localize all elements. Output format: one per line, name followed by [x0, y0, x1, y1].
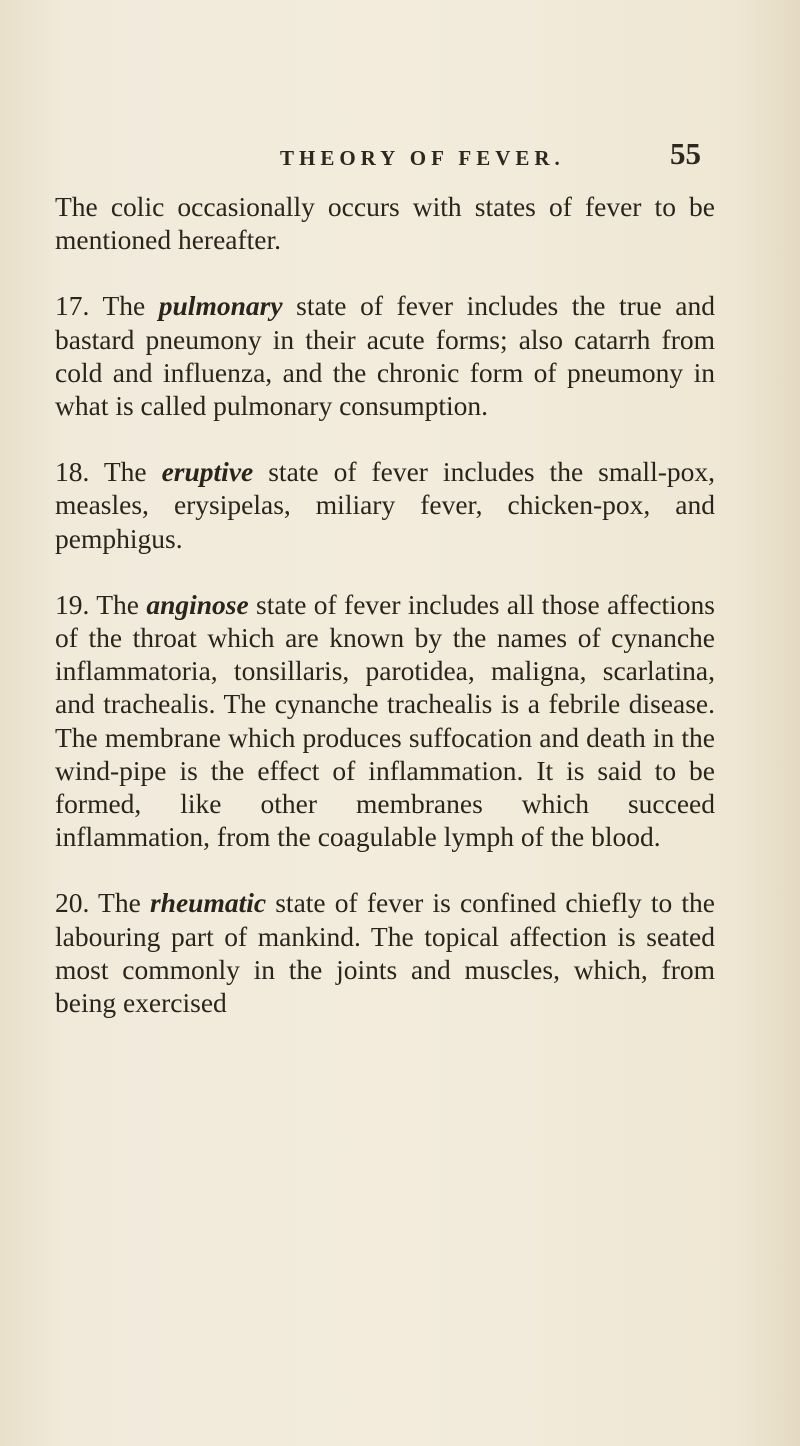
- paragraph-term: eruptive: [161, 456, 254, 488]
- paragraph-term: rheumatic: [149, 887, 267, 919]
- paragraph-text: state of fever is confined chiefly to the labouring part of mankind. The topical affection is seated most commonly in the joints and muscles, which, from being exercised: [55, 887, 715, 1019]
- paragraph-text: state of fever includes the true and bastard pneumony in their acute forms; also catarrh from cold and influenza, and the chronic form of pneumony in what is called pulmonary consumption.: [55, 290, 715, 422]
- paragraph-19-anginose: [55, 588, 715, 854]
- paragraph-text: state of fever includes all those affections of the throat which are known by the names of cynanche inflammatoria, tonsillaris, parotidea, maligna, scarlatina, and trachealis. The cynanche trachealis is a febrile disease. The membrane which produces suffocation and death in the wind-pipe is the effect of inflammation. It is said to be formed, like other membranes which succeed inflammation, from the coagulable lymph of the blood.: [55, 588, 715, 853]
- paragraph-text: The colic occasionally occurs with states of fever to be mentioned hereafter.: [55, 191, 715, 256]
- paragraph-lead: The: [89, 588, 147, 620]
- paragraph-number: 20.: [55, 887, 90, 919]
- paragraph-term: anginose: [146, 588, 249, 620]
- paragraph-17-pulmonary: [55, 289, 715, 422]
- page-header: [0, 136, 800, 186]
- paragraph-text: state of fever includes the small-pox, measles, erysipelas, miliary fever, chicken-pox, and pemphigus.: [55, 456, 715, 554]
- paragraph-18-eruptive: [55, 455, 715, 555]
- paragraph-20-rheumatic: [55, 886, 715, 1019]
- paragraph-lead: The: [89, 456, 162, 488]
- paragraph-term: pulmonary: [158, 290, 283, 322]
- running-head: THEORY OF FEVER.: [280, 146, 565, 170]
- page-number: 55: [670, 136, 701, 171]
- paragraph-number: 17.: [55, 290, 90, 322]
- paragraph-colic: [55, 190, 715, 256]
- paragraph-lead: The: [89, 887, 150, 919]
- body-text: [55, 190, 715, 1019]
- paragraph-lead: The: [89, 290, 159, 322]
- paragraph-number: 18.: [55, 456, 90, 488]
- paragraph-number: 19.: [55, 588, 90, 620]
